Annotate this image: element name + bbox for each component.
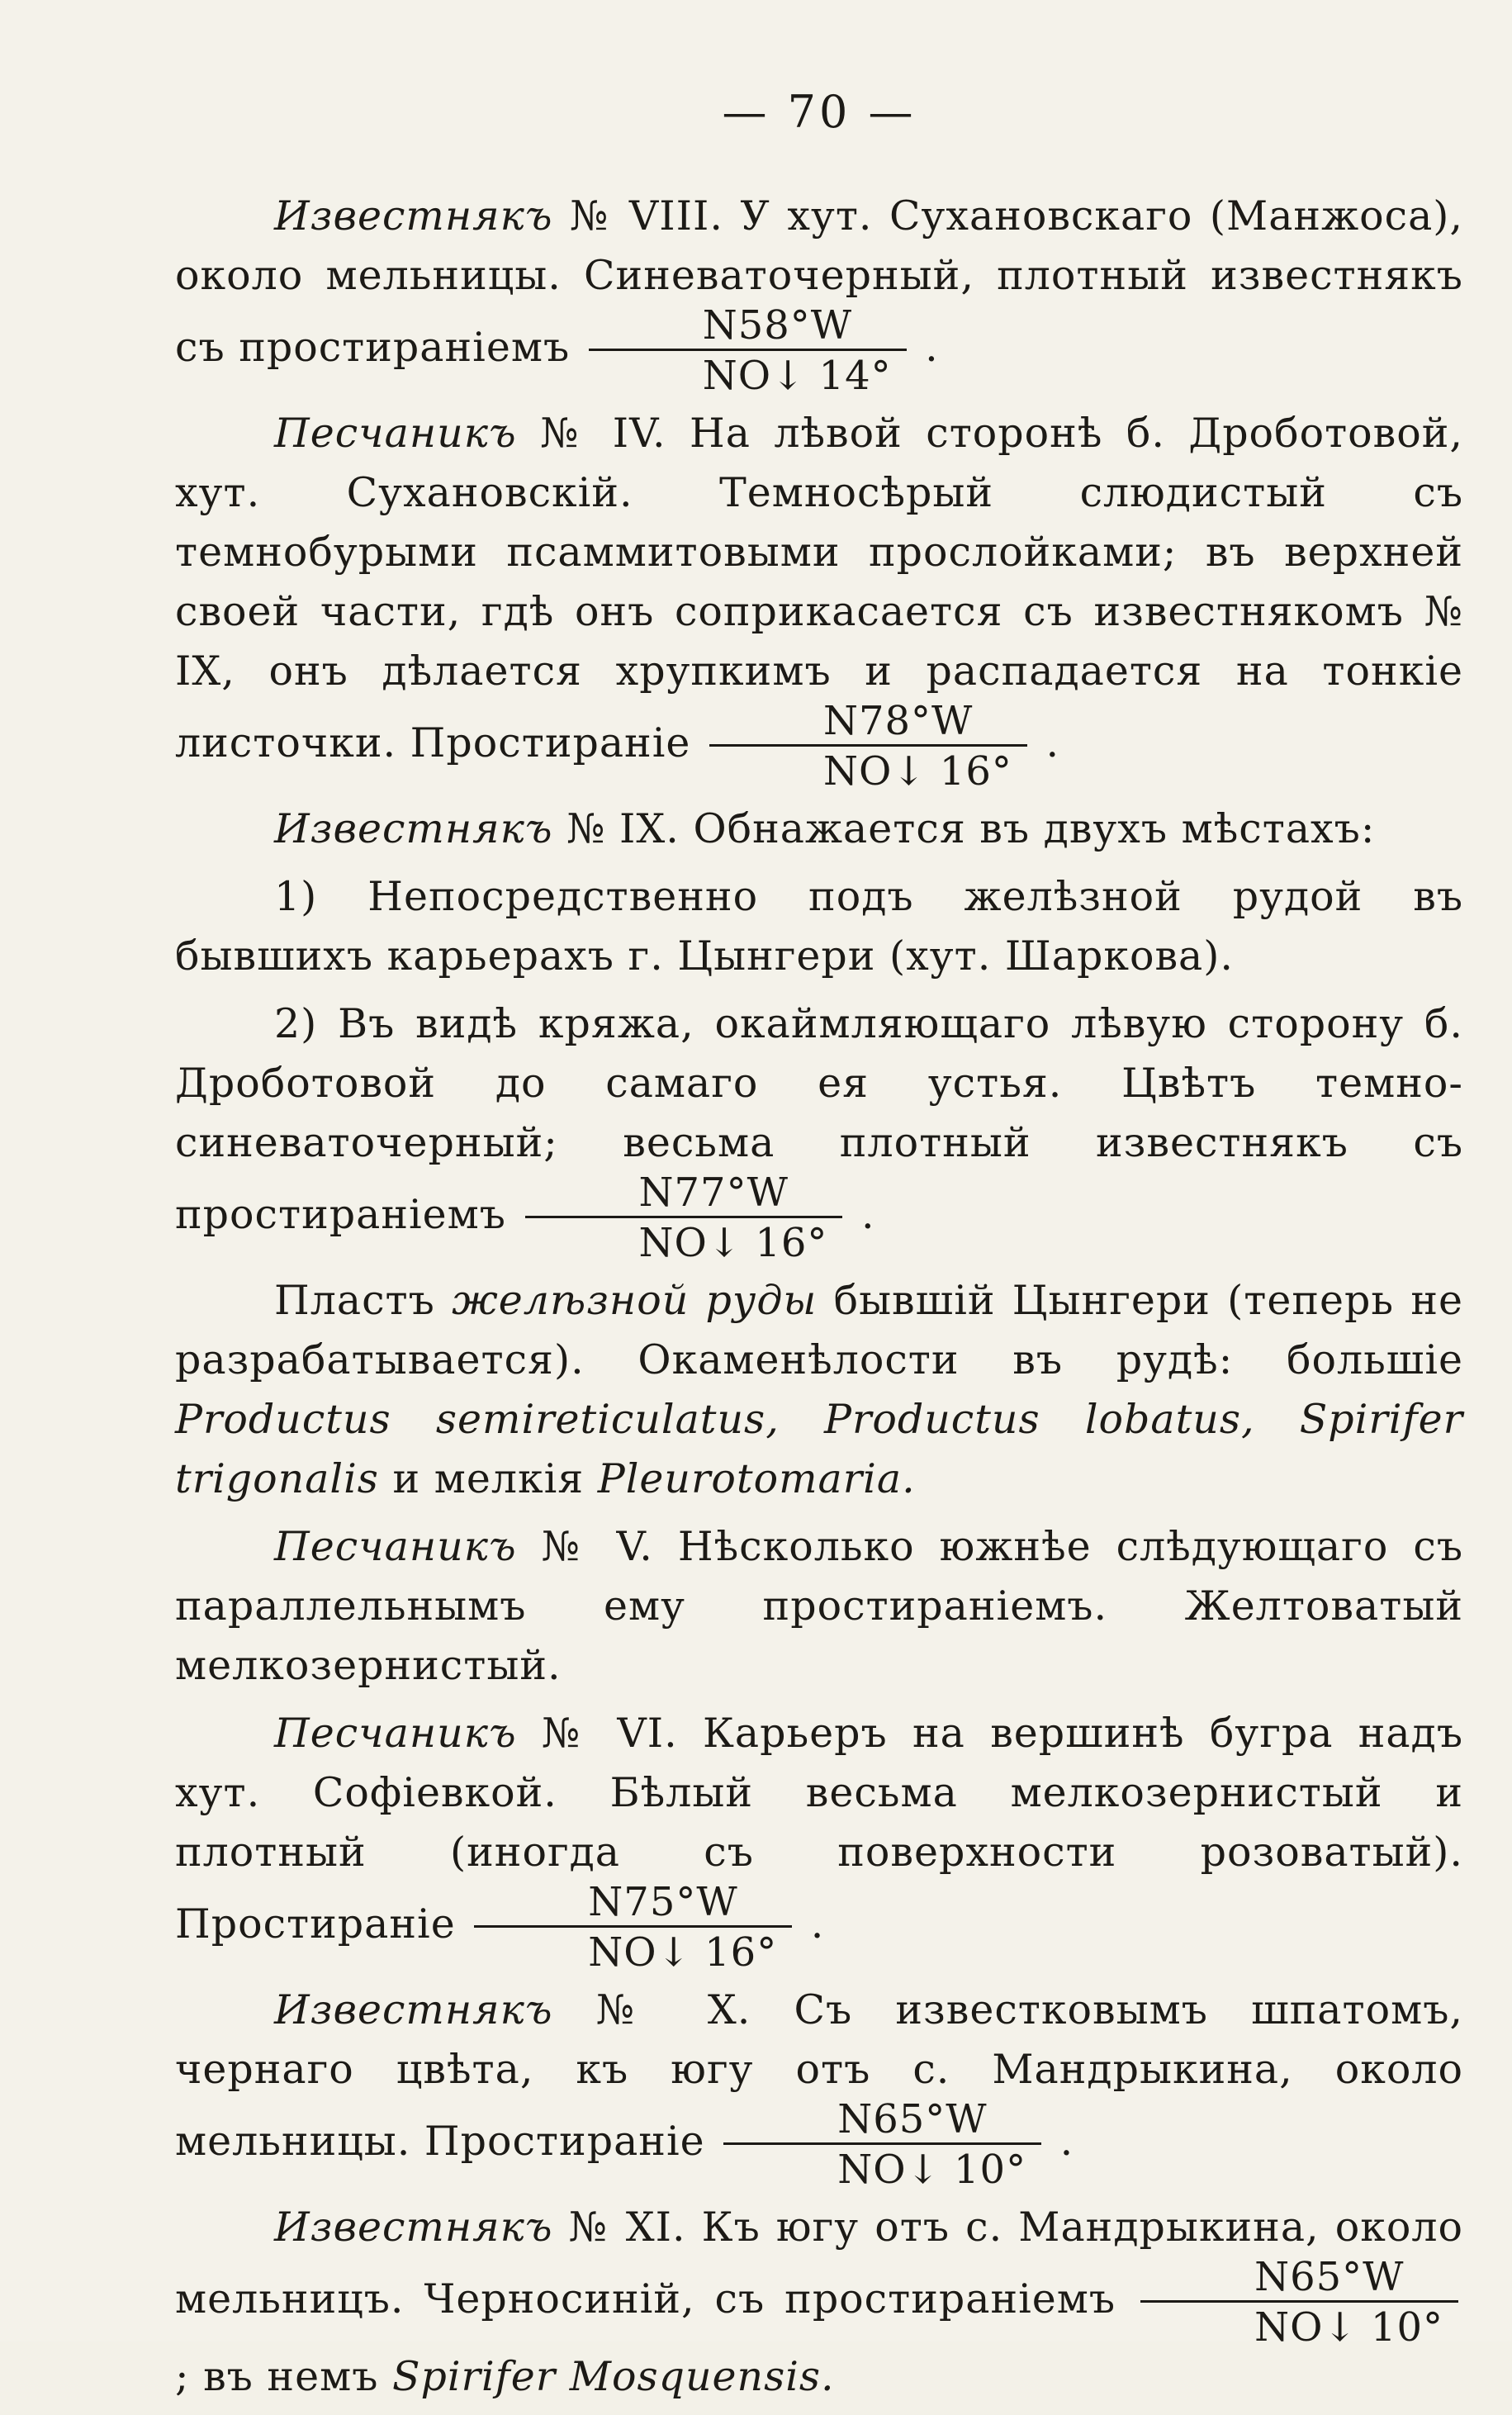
rock-type-label: Известнякъ (274, 1986, 553, 2033)
fossil-names: Productus semireticulatus, Productus lobatus, Spirifer trigonalis (175, 1396, 1463, 1502)
rock-type-label: Известнякъ (274, 2204, 553, 2251)
strike-value: N65°W (1140, 2257, 1458, 2303)
strike-dip-fraction (709, 698, 1027, 795)
paragraph-limestone-ix (175, 799, 1463, 859)
paragraph-text-end: . (911, 324, 939, 371)
paragraph-text: 1) Непосредственно подъ желѣзной рудой въ бывшихъ карьерахъ г. Цынгери (хут. Шаркова). (175, 873, 1463, 980)
strike-value: N78°W (709, 701, 1027, 747)
paragraph-text-end: . (1046, 2118, 1074, 2165)
strike-dip-fraction (1140, 2254, 1458, 2351)
paragraph-text: № X. Съ известковымъ шпатомъ, чернаго цвѣта, къ югу отъ с. Мандрыкина, около мельницы. Простираніе (175, 1986, 1463, 2165)
paragraph-text: и мелкія (378, 1455, 598, 1502)
paragraph-text: № VI. Карьеръ на вершинѣ бугра надъ хут. Софіевкой. Бѣлый весьма мелкозернистый и плотный (иногда съ поверхности розоватый). Простираніе (175, 1710, 1463, 1948)
page-content (175, 83, 1463, 2415)
dip-value: NO↓ 10° (837, 2147, 1027, 2193)
paragraph-text: № VIII. У хут. Сухановскаго (Манжоса), около мельницы. Синеваточерный, плотный известнякъ съ простираніемъ (175, 192, 1463, 371)
paragraph-text: 2) Въ видѣ кряжа, окаймляющаго лѣвую сторону б. Дроботовой до самаго ея устья. Цвѣтъ темно-синеваточерный; весьма плотный известнякъ съ простираніемъ (175, 1000, 1463, 1238)
rock-type-label: Песчаникъ (274, 1710, 517, 1757)
paragraph-sandstone-vi (175, 1704, 1463, 1976)
strike-dip-fraction (589, 302, 907, 399)
paragraph-limestone-viii (175, 187, 1463, 399)
rock-type-label: Песчаникъ (274, 410, 517, 457)
strike-dip-fraction (525, 1170, 843, 1266)
dip-value: NO↓ 14° (702, 353, 892, 399)
dip-value: NO↓ 10° (1254, 2304, 1443, 2351)
paragraph-text: № IX. Обнажается въ двухъ мѣстахъ: (552, 805, 1376, 852)
paragraph-sandstone-iv (175, 404, 1463, 795)
rock-type-label: Известнякъ (274, 192, 553, 240)
paragraph-text-end: . (1031, 719, 1060, 766)
iron-ore-label: желѣзной руды (452, 1277, 818, 1324)
strike-dip-fraction (723, 2096, 1041, 2193)
paragraph-limestone-xi (175, 2198, 1463, 2407)
paragraph-text-end: . (847, 1191, 875, 1238)
paragraph-sandstone-v (175, 1517, 1463, 1696)
strike-value: N75°W (474, 1882, 792, 1928)
paragraph-item-2 (175, 994, 1463, 1266)
dip-value: NO↓ 16° (588, 1929, 778, 1976)
dip-value: NO↓ 16° (822, 748, 1012, 795)
page-number: — 70 — (722, 86, 917, 138)
paragraph-text: Пластъ (274, 1277, 453, 1324)
paragraph-text: бывшій Цынгери (теперь не разрабатывается). Окаменѣлости въ рудѣ: большіе (175, 1277, 1463, 1383)
paragraph-item-1 (175, 867, 1463, 986)
paragraph-iron-ore (175, 1271, 1463, 1509)
strike-value: N65°W (723, 2099, 1041, 2145)
strike-value: N58°W (589, 306, 907, 351)
rock-type-label: Песчаникъ (274, 1523, 517, 1570)
dip-value: NO↓ 16° (638, 1220, 828, 1266)
fossil-name: Spirifer Mosquensis. (391, 2353, 835, 2400)
fossil-name: Pleurotomaria. (597, 1455, 916, 1502)
paragraph-text-end: . (797, 1900, 825, 1948)
rock-type-label: Известнякъ (274, 805, 553, 852)
strike-dip-fraction (474, 1879, 792, 1976)
paragraph-text: ; въ немъ (175, 2353, 392, 2400)
strike-value: N77°W (525, 1173, 843, 1218)
paragraph-text: № XI. Къ югу отъ с. Мандрыкина, около мельницъ. Черносиній, съ простираніемъ (175, 2204, 1463, 2322)
paragraph-text: № V. Нѣсколько южнѣе слѣдующаго съ параллельнымъ ему простираніемъ. Желтоватый мелкозернистый. (175, 1523, 1463, 1689)
paragraph-text: № IV. На лѣвой сторонѣ б. Дроботовой, хут. Сухановскій. Темносѣрый слюдистый съ темнобурыми псаммитовыми прослойками; въ верхней своей части, гдѣ онъ соприкасается съ известнякомъ № IX, онъ дѣлается хрупкимъ и распадается на тонкіе листочки. Простираніе (175, 410, 1463, 766)
paragraph-limestone-x (175, 1981, 1463, 2193)
